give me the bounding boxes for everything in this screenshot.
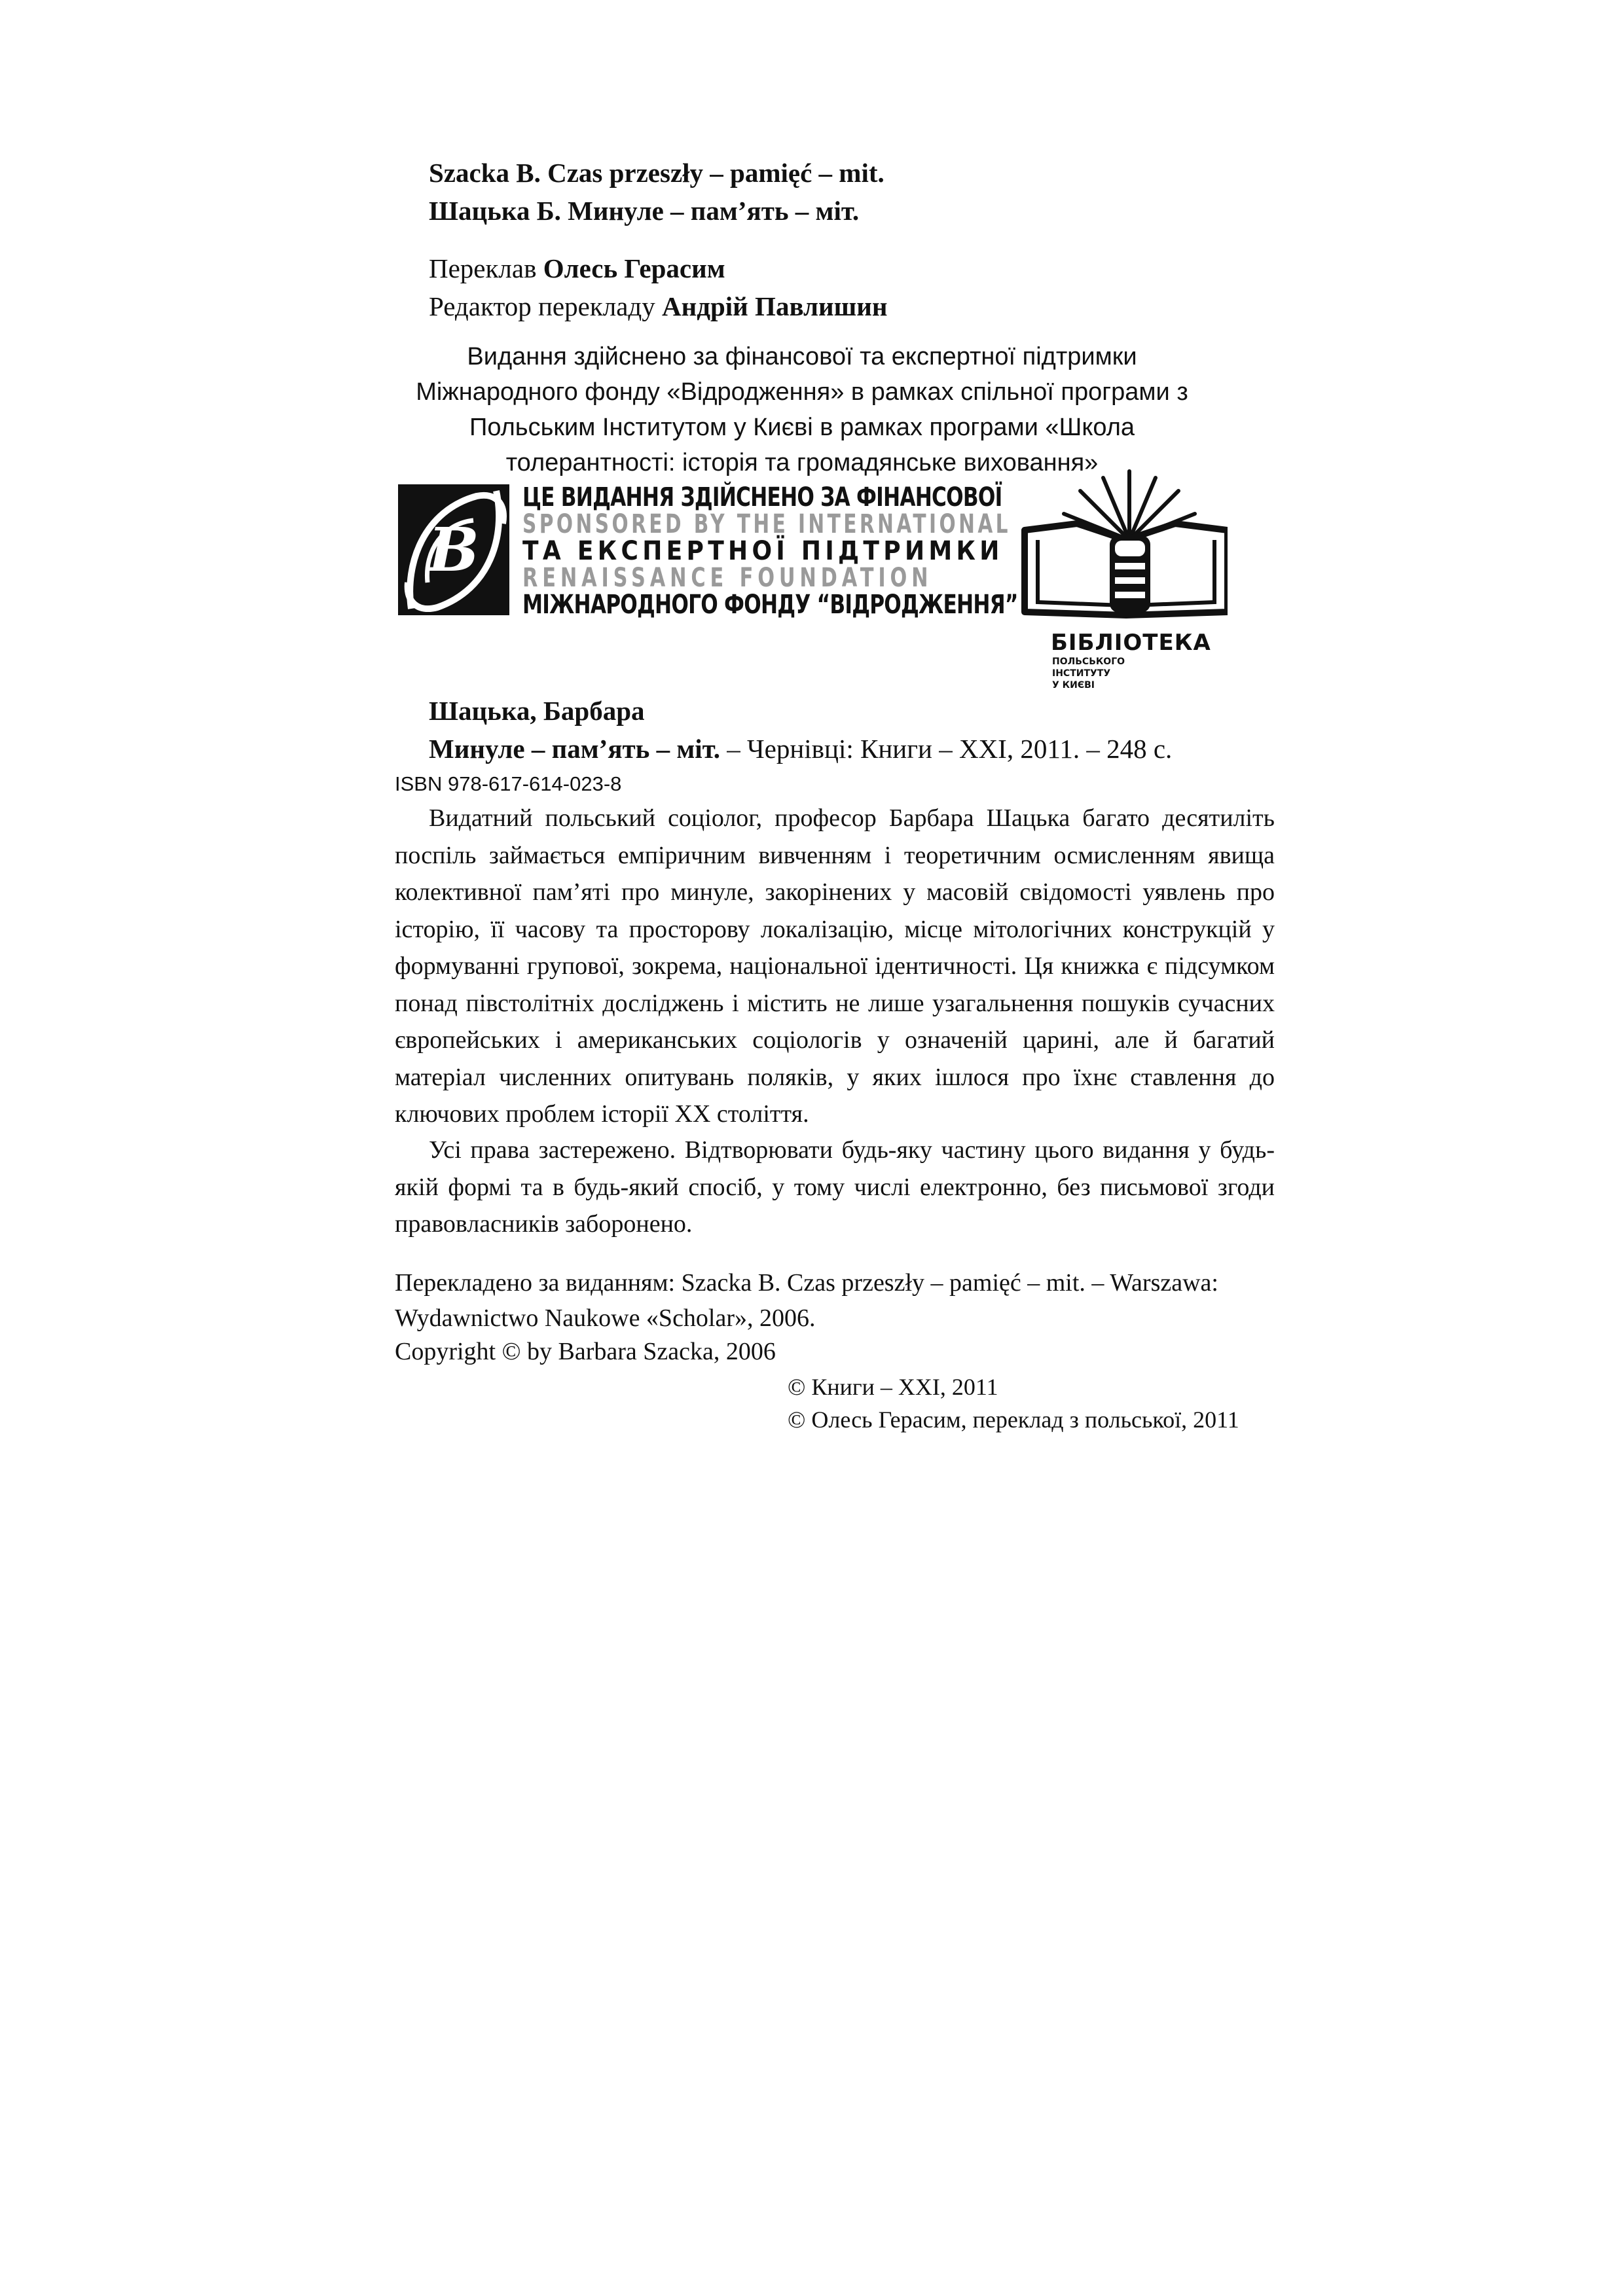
translator-name: Олесь Герасим	[543, 253, 725, 283]
copyright-translation: © Олесь Герасим, переклад з польської, 2011	[788, 1407, 1239, 1433]
title-ukrainian: Шацька Б. Минуле – пам’ять – міт.	[429, 196, 860, 226]
editor-label: Редактор перекладу	[429, 291, 663, 321]
library-subtitle: ПОЛЬСЬКОГО	[1052, 656, 1125, 667]
isbn: ISBN 978-617-614-023-8	[395, 772, 622, 795]
polish-institute-library-logo	[1012, 458, 1228, 707]
foundation-emblem-icon	[398, 484, 509, 615]
title-polish: Szacka B. Czas przeszły – pamięć – mit.	[429, 158, 884, 188]
catalog-author: Шацька, Барбара	[429, 696, 645, 726]
logo-row-ua-1: ЦЕ ВИДАННЯ ЗДІЙСНЕНО ЗА ФІНАНСОВОЇ	[522, 482, 1002, 512]
annotation-paragraph: Видатний польський соціолог, професор Барбара Шацька багато десятиліть поспіль займається емпіричним вивченням і теоретичним осмисленням явища колективної пам’яті про минуле, закорінених у масовій свідомості уявлень про історію, її часову та просторову локалізацію, місце мітологічних конструкцій у формуванні групової, зокрема, національної ідентичності. Ця книжка є підсумком понад півстолітніх досліджень і містить не лише узагальнення пошуків сучасних європейських і американських соціологів у означеній царині, але й багатий матеріал численних опитувань поляків, у яких ішлося про їхнє ставлення до ключових проблем історії ХХ століття.	[395, 804, 1275, 1128]
renaissance-foundation-logo	[398, 482, 1018, 620]
sponsor-line: Міжнародного фонду «Відродження» в рамках спільної програми з	[416, 378, 1188, 406]
sponsor-line: толерантності: історія та громадянське виховання»	[505, 449, 1099, 476]
copyright-original: Copyright © by Barbara Szacka, 2006	[395, 1338, 776, 1365]
library-subtitle: ІНСТИТУТУ	[1052, 668, 1111, 679]
catalog-imprint: – Чернівці: Книги – XXI, 2011. – 248 с.	[720, 734, 1173, 764]
editor-name: Андрій Павлишин	[662, 291, 888, 321]
catalog-title: Минуле – пам’ять – міт.	[429, 734, 720, 764]
logo-row-ua-3: МІЖНАРОДНОГО ФОНДУ “ВІДРОДЖЕННЯ”	[522, 590, 1018, 620]
library-title: БІБЛІОТЕКА	[1051, 630, 1211, 656]
translator-label: Переклав	[429, 253, 543, 283]
book-lamp-icon	[1012, 458, 1228, 628]
catalog-entry	[429, 733, 1172, 764]
sponsor-line: Видання здійснено за фінансової та експертної підтримки	[467, 343, 1137, 370]
copyright-publisher: © Книги – XXI, 2011	[788, 1374, 998, 1400]
logo-row-en-2: RENAISSANCE FOUNDATION	[522, 563, 933, 593]
original-edition-note: Перекладено за виданням: Szacka B. Czas przeszły – pamięć – mit. – Warszawa: Wydawnictwo Naukowe «Scholar», 2006.	[395, 1269, 1218, 1332]
sponsor-line: Польським Інститутом у Києві в рамках програми «Школа	[469, 414, 1135, 441]
editor-credit	[429, 291, 888, 322]
library-subtitle: У КИЄВІ	[1052, 680, 1095, 691]
svg-text:В: В	[428, 514, 479, 585]
translator-credit	[429, 253, 725, 284]
logo-row-en-1: SPONSORED BY THE INTERNATIONAL	[522, 509, 1011, 539]
logo-row-ua-2: ТА ЕКСПЕРТНОЇ ПІДТРИМКИ	[522, 536, 1004, 566]
rights-notice: Усі права застережено. Відтворювати будь-яку частину цього видання у будь-якій формі та в будь-який спосіб, у тому числі електронно, без письмової згоди правовласників заборонено.	[395, 1136, 1275, 1238]
